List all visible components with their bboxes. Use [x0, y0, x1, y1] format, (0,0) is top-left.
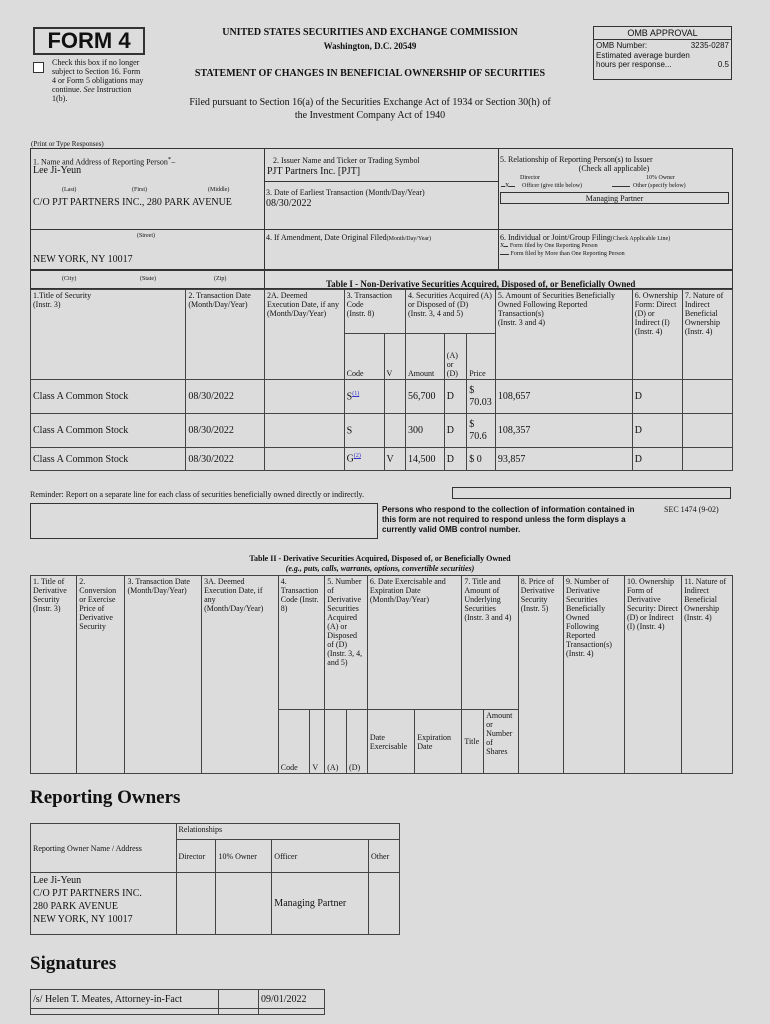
label-middle: (Middle) — [208, 187, 230, 193]
t1-r0-owned: 108,657 — [495, 380, 632, 414]
t2-h2: 2. Conversion or Exercise Price of Derivative Security — [77, 576, 125, 774]
t1-r0-title: Class A Common Stock — [31, 380, 186, 414]
filed-pursuant-line1: Filed pursuant to Section 16(a) of the Securities Exchange Act of 1934 or Section 30(h) of — [189, 97, 551, 108]
t1-r0-code: $S^{(1)}$ — [344, 380, 384, 414]
t1-r0-form: D — [632, 380, 682, 414]
t2-h11: 11. Nature of Indirect Beneficial Ownership (Instr. 4) — [682, 576, 733, 774]
t1-r1-ad: D — [444, 414, 466, 448]
table-row — [31, 380, 733, 414]
t1-r2-price: $ 0 — [467, 448, 496, 471]
owners-col-director: Director — [176, 840, 216, 873]
t1-sub-amount: Amount — [405, 334, 444, 380]
t1-r1-form: D — [632, 414, 682, 448]
box3-label: 3. Date of Earliest Transaction (Month/Day/Year) — [266, 188, 425, 197]
reporting-owners-heading: Reporting Owners — [30, 787, 181, 808]
table1-title: Table I - Non-Derivative Securities Acquired, Disposed of, or Beneficially Owned — [326, 279, 636, 289]
signature-date: 09/01/2022 — [259, 990, 325, 1009]
reporting-person-street: C/O PJT PARTNERS INC., 280 PARK AVENUE — [33, 197, 232, 208]
no-longer-subject-checkbox[interactable] — [33, 60, 44, 78]
statement-title: STATEMENT OF CHANGES IN BENEFICIAL OWNERSHIP OF SECURITIES — [194, 68, 546, 79]
t2-h8: 8. Price of Derivative Security (Instr. 5) — [518, 576, 563, 774]
t1-h3: 3. Transaction Code (Instr. 8) — [344, 290, 405, 334]
box1-label: 1. Name and Address of Reporting Person*– — [33, 156, 176, 167]
label-city: (City) — [62, 276, 77, 282]
t1-r0-amount: 56,700 — [405, 380, 444, 414]
box6-label: 6. Individual or Joint/Group Filing(Check Applicable Line) — [500, 233, 671, 242]
officer-title: Managing Partner — [500, 192, 729, 204]
t1-sub-code: Code — [344, 334, 384, 380]
table2 — [30, 575, 733, 774]
t1-h1: 1.Title of Security (Instr. 3) — [31, 290, 186, 380]
other-checkbox[interactable] — [612, 183, 630, 190]
label-zip: (Zip) — [214, 276, 227, 282]
more-person-filing[interactable]: Form filed by More than One Reporting Person — [500, 251, 625, 258]
t1-r2-form: D — [632, 448, 682, 471]
owner-address: Lee Ji-Yeun C/O PJT PARTNERS INC. 280 PARK AVENUE NEW YORK, NY 10017 — [31, 873, 177, 935]
t2-h9: 9. Number of Derivative Securities Beneficially Owned Following Reported Transaction(s) (Instr. 4) — [564, 576, 625, 774]
t1-r0-v — [384, 380, 405, 414]
t2-sub-code: Code — [278, 710, 310, 774]
t1-r0-price: $ 70.03 — [467, 380, 496, 414]
t1-sub-v: V — [384, 334, 405, 380]
t1-r1-owned: 108,357 — [495, 414, 632, 448]
t1-r2-owned: 93,857 — [495, 448, 632, 471]
t1-h6: 6. Ownership Form: Direct (D) or Indirect (I) (Instr. 4) — [632, 290, 682, 380]
label-state: (State) — [140, 276, 156, 282]
label-first: (First) — [132, 187, 147, 193]
ten-pct-owner-label: 10% Owner — [646, 175, 675, 181]
t1-r2-title: Class A Common Stock — [31, 448, 186, 471]
t1-h4: 4. Securities Acquired (A) or Disposed of (D) (Instr. 3, 4 and 5) — [405, 290, 495, 334]
persons-notice: Persons who respond to the collection of information contained in this form are not required to respond unless the form displays a currently valid OMB control number. — [382, 505, 635, 534]
t1-sub-ad: (A) or (D) — [444, 334, 466, 380]
table2-subtitle: (e.g., puts, calls, warrants, options, convertible securities) — [285, 564, 475, 573]
reporting-person-city: NEW YORK, NY 10017 — [33, 254, 133, 265]
owners-col-other: Other — [369, 840, 400, 873]
t2-sub-v: V — [310, 710, 325, 774]
t2-sub-d: (D) — [347, 710, 368, 774]
signature-name: /s/ Helen T. Meates, Attorney-in-Fact — [31, 990, 219, 1009]
table-row — [31, 448, 733, 471]
box5-sub: (Check all applicable) — [578, 164, 650, 173]
t1-r2-ad: D — [444, 448, 466, 471]
reminder-left-box — [30, 503, 378, 539]
officer-label: Officer (give title below) — [522, 183, 583, 189]
t2-sub-exercisable: Date Exercisable — [367, 710, 414, 774]
label-street: (Street) — [137, 233, 155, 239]
table2-title: Table II - Derivative Securities Acquired, Disposed of, or Beneficially Owned — [249, 554, 511, 563]
t2-h5: 5. Number of Derivative Securities Acquired (A) or Disposed of (D) (Instr. 3, 4, and 5) — [325, 576, 368, 710]
t1-r1-v — [384, 414, 405, 448]
t1-r0-date: 08/30/2022 — [186, 380, 265, 414]
t1-r1-date: 08/30/2022 — [186, 414, 265, 448]
omb-number-value: 3235-0287 — [690, 41, 729, 50]
t1-r2-code: $G^{(2)}$ — [344, 448, 384, 471]
omb-header: OMB APPROVAL — [594, 27, 731, 40]
t1-r1-code: S — [344, 414, 384, 448]
t1-h5: 5. Amount of Securities Beneficially Owned Following Reported Transaction(s) (Instr. 3 and 4) — [495, 290, 632, 380]
t1-r2-date: 08/30/2022 — [186, 448, 265, 471]
signatures-heading: Signatures — [30, 953, 117, 974]
t2-h3a: 3A. Deemed Execution Date, if any (Month/Day/Year) — [202, 576, 279, 774]
t1-h2a: 2A. Deemed Execution Date, if any (Month/Day/Year) — [264, 290, 344, 380]
box4-label: 4. If Amendment, Date Original Filed(Month/Day/Year) — [266, 233, 432, 242]
t2-sub-title: Title — [462, 710, 484, 774]
form-title: FORM 4 — [47, 28, 131, 53]
table-row — [31, 990, 325, 1009]
t2-sub-amount: Amount or Number of Shares — [484, 710, 519, 774]
agency-name: UNITED STATES SECURITIES AND EXCHANGE COMMISSION — [222, 27, 518, 38]
t2-sub-a: (A) — [325, 710, 347, 774]
owner-officer-title: Managing Partner — [272, 873, 369, 935]
box2-label: 2. Issuer Name and Ticker or Trading Symbol — [273, 156, 420, 165]
t2-h4: 4. Transaction Code (Instr. 8) — [278, 576, 325, 710]
omb-burden-line1: Estimated average burden — [596, 51, 690, 60]
omb-burden-line2: hours per response... — [596, 60, 672, 69]
t1-h2: 2. Transaction Date (Month/Day/Year) — [186, 290, 265, 380]
omb-approval-box — [593, 26, 732, 80]
t2-h3: 3. Transaction Date (Month/Day/Year) — [125, 576, 202, 774]
t1-r1-title: Class A Common Stock — [31, 414, 186, 448]
t2-h7: 7. Title and Amount of Underlying Securities (Instr. 3 and 4) — [462, 576, 518, 710]
reminder-text: Reminder: Report on a separate line for each class of securities beneficially owned directly or indirectly. — [30, 490, 365, 499]
sec-number: SEC 1474 (9-02) — [664, 505, 719, 514]
t2-h1: 1. Title of Derivative Security (Instr. 3) — [31, 576, 77, 774]
owners-col-name: Reporting Owner Name / Address — [31, 824, 177, 873]
omb-burden-value: 0.5 — [717, 60, 729, 69]
checkbox-note: Check this box if no longer subject to Section 16. Form 4 or Form 5 obligations may continue. See Instruction 1(b). — [52, 58, 144, 103]
t1-r2-v: V — [384, 448, 405, 471]
t1-r1-amount: 300 — [405, 414, 444, 448]
t1-r2-amount: 14,500 — [405, 448, 444, 471]
box5-label: 5. Relationship of Reporting Person(s) to Issuer — [500, 155, 653, 164]
t1-r0-ad: D — [444, 380, 466, 414]
table-row — [31, 414, 733, 448]
officer-checkbox[interactable]: X — [501, 183, 515, 190]
reminder-box — [452, 487, 731, 499]
one-person-filing[interactable]: X Form filed by One Reporting Person — [500, 243, 598, 249]
owners-col-officer: Officer — [272, 840, 369, 873]
filed-pursuant-line2: the Investment Company Act of 1940 — [294, 110, 446, 121]
agency-location: Washington, D.C. 20549 — [323, 41, 417, 51]
reporting-person-name: Lee Ji-Yeun — [33, 165, 82, 176]
other-label: Other (specify below) — [633, 183, 686, 189]
print-type-note: (Print or Type Responses) — [31, 140, 104, 148]
table-row — [31, 873, 400, 935]
issuer-name: PJT Partners Inc. [PJT] — [267, 166, 361, 177]
t2-h10: 10. Ownership Form of Derivative Security: Direct (D) or Indirect (I) (Instr. 4) — [624, 576, 681, 774]
reporting-owners-table — [30, 823, 400, 935]
t2-sub-expiration: Expiration Date — [415, 710, 462, 774]
omb-number-label: OMB Number: — [596, 41, 648, 50]
owners-col-10pct: 10% Owner — [216, 840, 272, 873]
t1-r1-price: $ 70.6 — [467, 414, 496, 448]
form-title-box — [33, 27, 145, 55]
earliest-transaction-date: 08/30/2022 — [266, 198, 312, 209]
director-label: Director — [520, 175, 540, 181]
owners-col-relationships: Relationships — [176, 824, 400, 840]
t1-sub-price: Price — [467, 334, 496, 380]
table1 — [30, 289, 733, 471]
t1-h7: 7. Nature of Indirect Beneficial Ownership (Instr. 4) — [682, 290, 732, 380]
t2-h6: 6. Date Exercisable and Expiration Date (Month/Day/Year) — [367, 576, 462, 710]
label-last: (Last) — [62, 187, 77, 193]
signatures-table — [30, 989, 325, 1015]
